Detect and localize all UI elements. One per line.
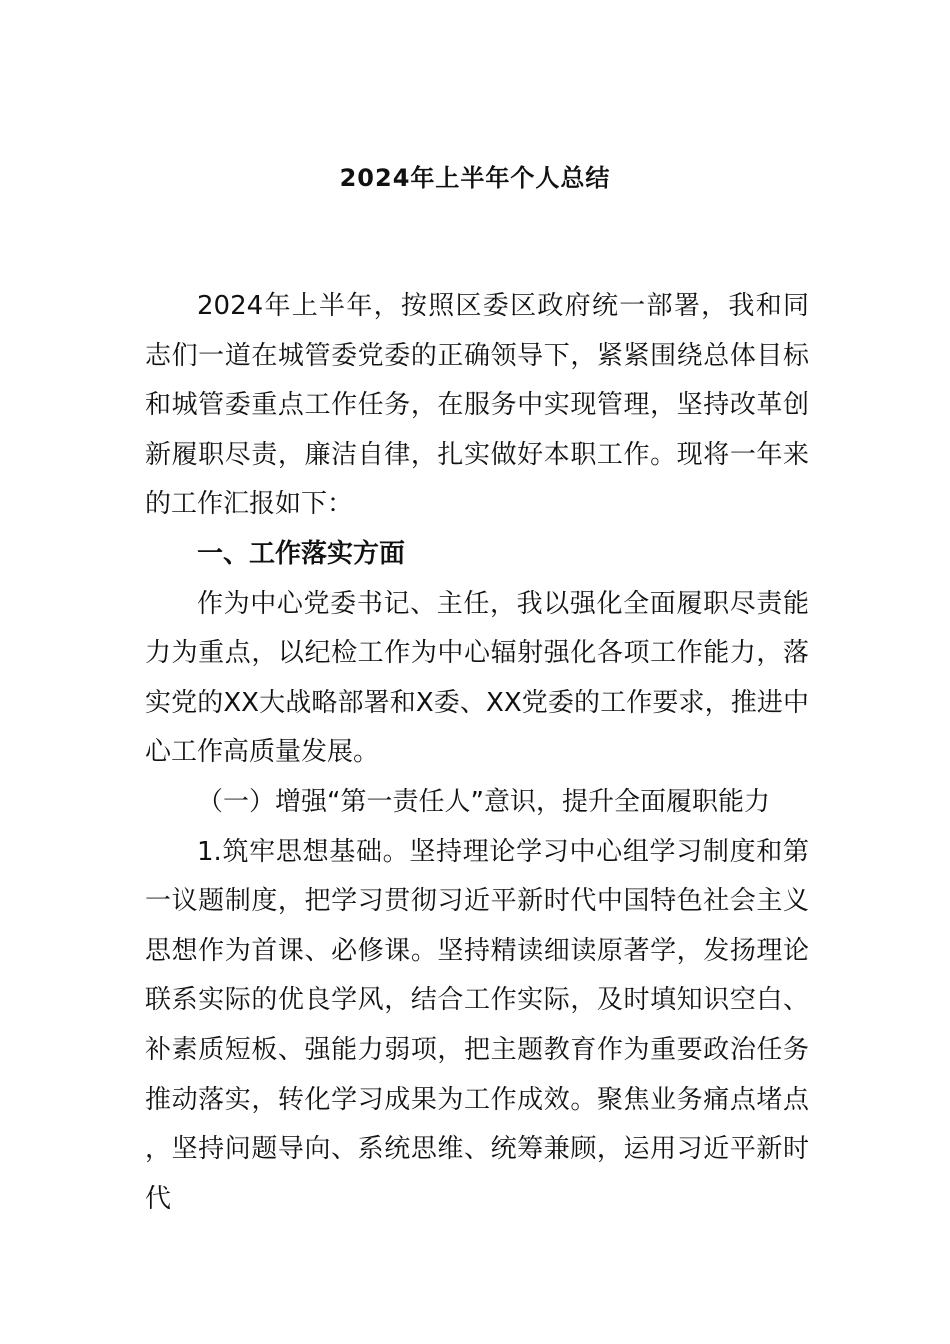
document-title: 2024年上半年个人总结 bbox=[339, 164, 611, 192]
intro-paragraph: 2024年上半年，按照区委区政府统一部署，我和同志们一道在城管委党委的正确领导下，紧紧围绕总体目标和城管委重点工作任务，在服务中实现管理，坚持改革创新履职尽责，廉洁自律，扎实做好本职工作。现将一年来的工作汇报如下： bbox=[145, 291, 809, 520]
section-paragraph: 作为中心党委书记、主任，我以强化全面履职尽责能力为重点，以纪检工作为中心辐射强化各项工作能力，落实党的XX大战略部署和X委、XX党委的工作要求，推进中心工作高质量发展。 bbox=[145, 588, 809, 768]
item-paragraph: 1.筑牢思想基础。坚持理论学习中心组学习制度和第一议题制度，把学习贯彻习近平新时代中国特色社会主义思想作为首课、必修课。坚持精读细读原著学，发扬理论联系实际的优良学风，结合工作实际，及时填知识空白、补素质短板、强能力弱项，把主题教育作为重要政治任务推动落实，转化学习成果为工作成效。聚焦业务痛点堵点，坚持问题导向、系统思维、统筹兼顾，运用习近平新时代 bbox=[145, 836, 809, 1214]
document-body bbox=[145, 282, 809, 1224]
subsection-heading: （一）增强“第一责任人”意识，提升全面履职能力 bbox=[197, 786, 770, 817]
section-heading: 一、工作落实方面 bbox=[197, 538, 406, 569]
